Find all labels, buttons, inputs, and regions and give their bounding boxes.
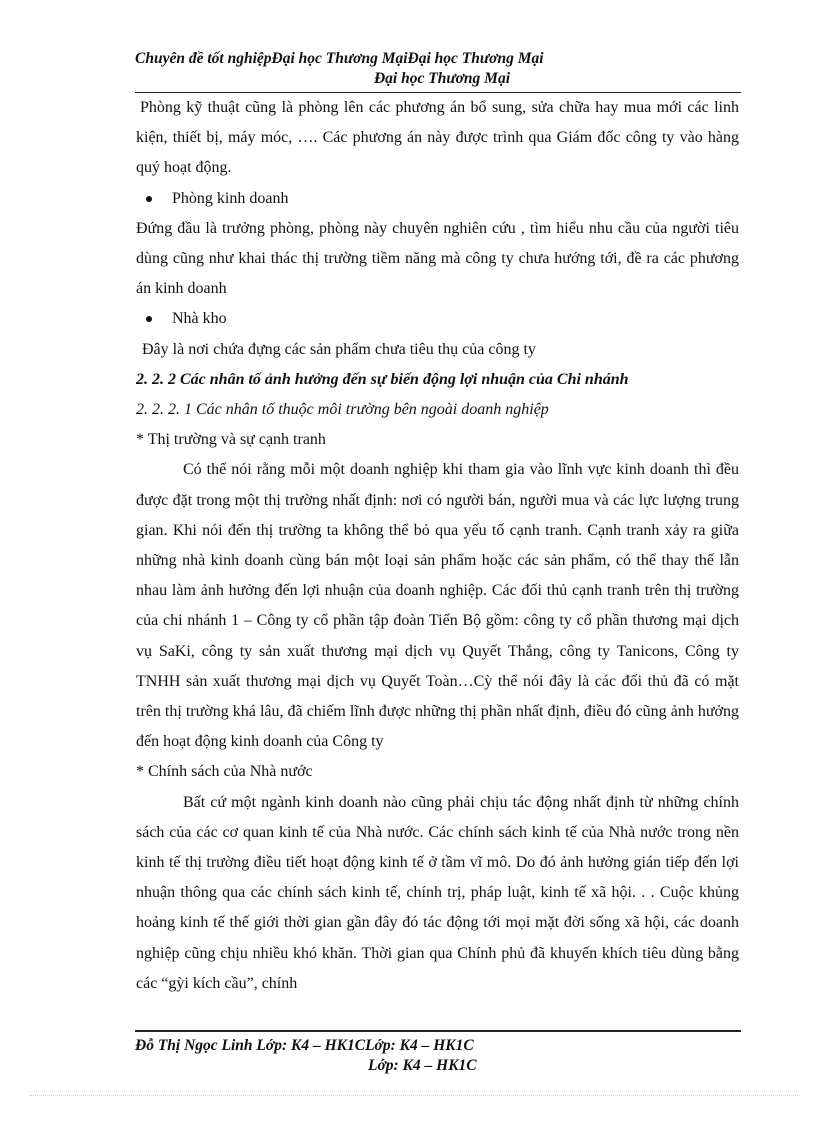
footer-divider (135, 1030, 741, 1032)
footer-line-1: Đỗ Thị Ngọc Linh Lớp: K4 – HK1CLớp: K4 – HK1C (135, 1037, 474, 1054)
footer-line-2: Lớp: K4 – HK1C (368, 1057, 477, 1074)
subheading-market-competition: * Thị trường và sự cạnh tranh (136, 431, 326, 449)
bullet-label: Phòng kinh doanh (172, 189, 289, 207)
bullet-dot-icon (146, 196, 152, 202)
paragraph-technical-dept: Phòng kỹ thuật cũng là phòng lên các phương án bổ sung, sửa chữa hay mua mới các linh kiện, thiết bị, máy móc, …. Các phương án này được trình qua Giám đốc công ty vào hàng quý hoạt động. (136, 99, 739, 177)
header-line-2: Đại học Thương Mại (373, 70, 511, 87)
page-header (135, 49, 741, 89)
section-heading: 2. 2. 2 Các nhân tố ảnh hưởng đến sự biến động lợi nhuận của Chi nhánh (136, 370, 629, 388)
page-bottom-edge (30, 1095, 800, 1096)
page-footer (135, 1036, 741, 1076)
paragraph-warehouse: Đây là nơi chứa đựng các sản phẩm chưa tiêu thụ của công ty (142, 340, 536, 358)
bullet-item-warehouse (136, 304, 739, 334)
paragraph-state-policy: Bất cứ một ngành kinh doanh nào cũng phải chịu tác động nhất định từ những chính sách của các cơ quan kinh tế của Nhà nước. Các chính sách kinh tế của Nhà nước trong nền kinh tế thị trường điều tiết hoạt động kinh tế ở tầm vĩ mô. Do đó ảnh hưởng gián tiếp đến lợi nhuận thông qua các chính sách kinh tế, chính trị, pháp luật, kinh tế xã hội. . . Cuộc khủng hoảng kinh tế thế giới thời gian gần đây đó tác động tới mọi mặt đời sống xã hội, các doanh nghiệp cũng chịu nhiều khó khăn. Thời gian qua Chính phủ đã khuyến khích tiêu dùng bằng các “gỳi kích cầu”, chính (136, 793, 739, 992)
header-line-1: Chuyên đề tốt nghiệpĐại học Thương MạiĐại học Thương Mại (135, 50, 544, 67)
bullet-dot-icon (146, 316, 152, 322)
paragraph-sales-dept: Đứng đầu là trưởng phòng, phòng này chuyên nghiên cứu , tìm hiểu nhu cầu của người tiêu dùng cũng như khai thác thị trường tiềm năng mà công ty chưa hướng tới, đề ra các phương án kinh doanh (136, 219, 739, 298)
bullet-item-sales-dept (136, 184, 739, 214)
subsection-heading: 2. 2. 2. 1 Các nhân tố thuộc môi trường bên ngoài doanh nghiệp (136, 401, 549, 419)
subheading-state-policy: * Chính sách của Nhà nước (136, 763, 313, 781)
document-body (136, 93, 739, 999)
paragraph-market-competition: Có thể nói rằng mỗi một doanh nghiệp khi tham gia vào lĩnh vực kinh doanh thì đều được đặt trong một thị trường nhất định: nơi có người bán, người mua và các lực lượng trung gian. Khi nói đến thị trường ta không thể bỏ qua yếu tố cạnh tranh. Cạnh tranh xảy ra giữa những nhà kinh doanh cùng bán một loại sản phẩm hoặc các sản phẩm, có thể thay thế lẫn nhau làm ảnh hưởng đến lợi nhuận của doanh nghiệp. Các đối thủ cạnh tranh trên thị trường của chi nhánh 1 – Công ty cổ phần tập đoàn Tiến Bộ gồm: công ty cổ phần thương mại dịch vụ SaKi, công ty sản xuất thương mại dịch vụ Quyết Thắng, công ty Tanicons, Công ty TNHH sản xuất thương mại dịch vụ Quyết Toàn…Cỳ thể nói đây là các đối thủ đã có mặt trên thị trường khá lâu, đã chiếm lĩnh được những thị phần nhất định, điều đó cũng ảnh hưởng đến hoạt động kinh doanh của Công ty (136, 461, 739, 751)
bullet-label: Nhà kho (172, 310, 227, 328)
